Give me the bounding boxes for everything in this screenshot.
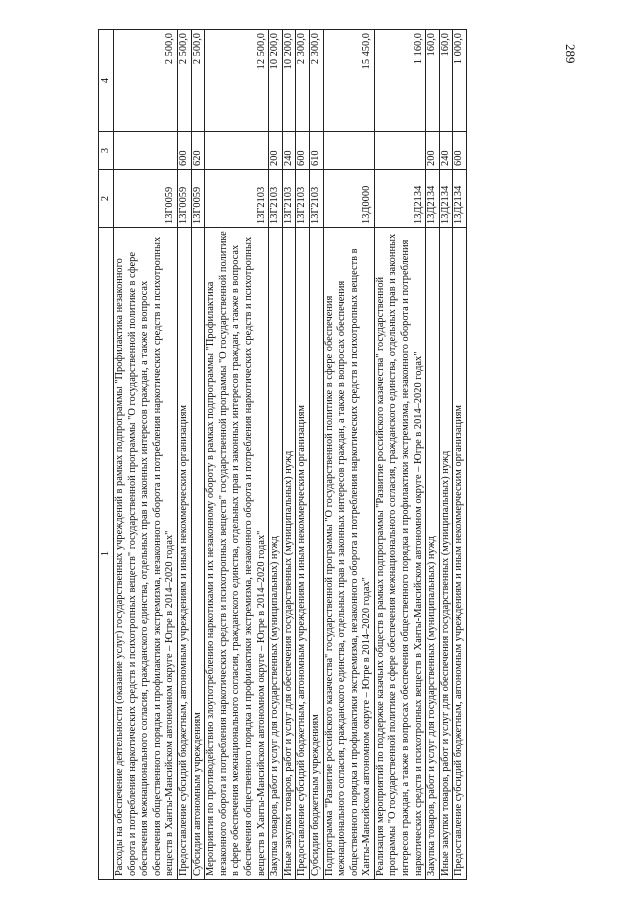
row-code: 13Г0059 (177, 170, 191, 228)
table-row (453, 30, 467, 880)
row-code: 13Д2134 (453, 170, 467, 228)
row-expense-type (205, 132, 269, 170)
table-row (177, 30, 191, 880)
row-expense-type: 600 (453, 132, 467, 170)
header-col-3: 3 (99, 132, 114, 170)
row-description: Иные закупки товаров, работ и услуг для обеспечения государственных (муниципальных) нужд (439, 228, 453, 880)
row-description: Субсидии бюджетным учреждениям (309, 228, 323, 880)
budget-table (98, 29, 467, 880)
row-code: 13Г0059 (191, 170, 205, 228)
page-number: 289 (563, 44, 578, 64)
table-row (282, 30, 296, 880)
rotated-page (98, 30, 618, 880)
header-col-1: 1 (99, 228, 114, 880)
row-description: Подпрограмма "Развитие российского казачества" государственной программы "О государственной политике в сфере обеспечения межнационального согласия, гражданского единства, отдельных прав и законных интересов граждан, а также в вопросах обеспечения общественного порядка и профилактики экстремизма, незаконного оборота и потребления наркотических средств и психотропных веществ в Ханты-Мансийском автономном округе – Югре в 2014–2020 годах" (323, 228, 374, 880)
table-row (205, 30, 269, 880)
row-expense-type: 620 (191, 132, 205, 170)
row-expense-type: 200 (269, 132, 283, 170)
row-amount: 12 500,0 (205, 30, 269, 132)
row-amount: 10 200,0 (269, 30, 283, 132)
row-code: 13Г2103 (205, 170, 269, 228)
table-row (114, 30, 178, 880)
table-row (323, 30, 374, 880)
row-description: Предоставление субсидий бюджетным, автономным учреждениям и иным некоммерческим организациям (453, 228, 467, 880)
table-row (269, 30, 283, 880)
row-expense-type: 240 (439, 132, 453, 170)
row-code: 13Г2103 (296, 170, 310, 228)
row-expense-type (114, 132, 178, 170)
row-amount: 10 200,0 (282, 30, 296, 132)
row-amount: 2 300,0 (309, 30, 323, 132)
header-col-4: 4 (99, 30, 114, 132)
row-amount: 160,0 (426, 30, 440, 132)
row-expense-type: 610 (309, 132, 323, 170)
table-row (374, 30, 425, 880)
row-expense-type: 200 (426, 132, 440, 170)
header-col-2: 2 (99, 170, 114, 228)
row-expense-type: 600 (296, 132, 310, 170)
row-code: 13Д2134 (374, 170, 425, 228)
row-description: Расходы на обеспечение деятельности (оказание услуг) государственных учреждений в рамках подпрограммы "Профилактика незаконного оборота и потребления наркотических средств и психотропных веществ" государственной программы "О государственной политике в сфере обеспечения межнационального согласия, гражданского единства, отдельных прав и законных интересов граждан, а также в вопросах обеспечения общественного порядка и профилактики экстремизма, незаконного оборота и потребления наркотических средств и психотропных веществ в Ханты-Мансийском автономном округе – Югре в 2014–2020 годах" (114, 228, 178, 880)
table-row (439, 30, 453, 880)
row-amount: 1 000,0 (453, 30, 467, 132)
table-row (309, 30, 323, 880)
row-code: 13Д2134 (426, 170, 440, 228)
row-description: Предоставление субсидий бюджетным, автономным учреждениям и иным некоммерческим организациям (177, 228, 191, 880)
row-expense-type (323, 132, 374, 170)
row-description: Субсидии автономным учреждениям (191, 228, 205, 880)
row-amount: 2 300,0 (296, 30, 310, 132)
row-description: Мероприятия по противодействию злоупотреблению наркотиками и их незаконному обороту в рамках подпрограммы "Профилактика незаконного оборота и потребления наркотических средств и психотропных веществ" государственной программы "О государственной политике в сфере обеспечения межнационального согласия, гражданского единства, отдельных прав и законных интересов граждан, а также в вопросах обеспечения общественного порядка и профилактики экстремизма, незаконного оборота и потребления наркотических средств и психотропных веществ в Ханты-Мансийском автономном округе – Югре в 2014–2020 годах" (205, 228, 269, 880)
row-amount: 1 160,0 (374, 30, 425, 132)
table-row (191, 30, 205, 880)
row-description: Предоставление субсидий бюджетным, автономным учреждениям и иным некоммерческим организациям (296, 228, 310, 880)
row-code: 13Г0059 (114, 170, 178, 228)
row-amount: 2 500,0 (191, 30, 205, 132)
row-description: Закупка товаров, работ и услуг для государственных (муниципальных) нужд (269, 228, 283, 880)
row-description: Иные закупки товаров, работ и услуг для обеспечения государственных (муниципальных) нужд (282, 228, 296, 880)
row-expense-type: 600 (177, 132, 191, 170)
row-amount: 160,0 (439, 30, 453, 132)
row-code: 13Г2103 (282, 170, 296, 228)
row-amount: 15 450,0 (323, 30, 374, 132)
row-code: 13Д0000 (323, 170, 374, 228)
row-code: 13Д2134 (439, 170, 453, 228)
row-amount: 2 500,0 (177, 30, 191, 132)
row-amount: 2 500,0 (114, 30, 178, 132)
row-code: 13Г2103 (309, 170, 323, 228)
table-body (99, 30, 467, 880)
table-row (296, 30, 310, 880)
row-expense-type (374, 132, 425, 170)
row-code: 13Г2103 (269, 170, 283, 228)
table-header-row (99, 30, 114, 880)
table-row (426, 30, 440, 880)
row-description: Закупка товаров, работ и услуг для государственных (муниципальных) нужд (426, 228, 440, 880)
row-expense-type: 240 (282, 132, 296, 170)
row-description: Реализация мероприятий по поддержке казачьих обществ в рамках подпрограммы "Развитие российского казачества" государственной программы "О государственной политике в сфере обеспечения межнационального согласия, гражданского единства, отдельных прав и законных интересов граждан, а также в вопросах обеспечения общественного порядка и профилактики экстремизма, незаконного оборота и потребления наркотических средств и психотропных веществ в Ханты-Мансийском автономном округе – Югре в 2014–2020 годах" (374, 228, 425, 880)
